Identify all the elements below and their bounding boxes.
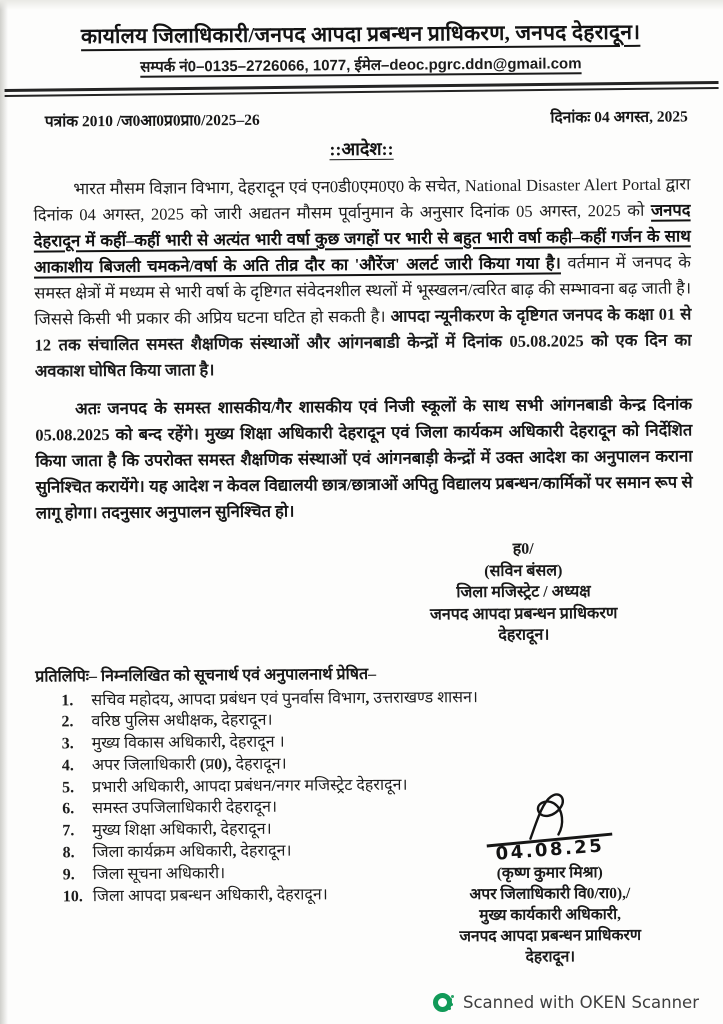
sig2-name: (कृष्ण कुमार मिश्रा) [496,864,603,883]
list-item-number: 10. [62,887,83,906]
order-heading: ::आदेश:: [329,138,394,160]
order-paragraph-1 [33,171,692,384]
handwritten-signature-icon [518,792,580,840]
oken-scanner-logo-icon [433,993,452,1012]
sig1-name: (सविन बंसल) [484,561,563,580]
list-item-number: 4. [61,757,74,775]
list-item-text: प्रभारी अधिकारी, आपदा प्रबंधन/नगर मजिस्ट्रेट देहरादून। [91,776,408,796]
letter-date: दिनांकः 04 अगस्त, 2025 [550,108,688,127]
letter-meta-row [45,104,688,131]
list-item-text: मुख्य शिक्षा अधिकारी, देहरादून। [92,821,272,840]
sig2-designation-1: अपर जिलाधिकारी वि0/रा0),/ [469,885,631,904]
list-item-text: जिला आपदा प्रबन्धन अधिकारी, देहरादून। [92,885,328,905]
para1-middle: वर्तमान में जनपद के समस्त क्षेत्रों में मध्यम से भारी वर्षा के दृष्टिगत संवेदनशील स्थलों में भूस्खलन/त्वरित बाढ़ की सम्भावना बढ़ जाती है। जिससे किसी भी प्रकार की अप्रिय घटना घटित हो सकती है। [34,252,692,329]
para1-holiday-declaration: आपदा न्यूनीकरण के दृष्टिगत जनपद के कक्षा 01 से 12 तक संचालित समस्त शैक्षणिक संस्थाओं और आंगनबाडी केन्द्रों में दिनांक 05.08.2025 को एक दिन का अवकाश घोषित किया जाता है। [34,304,692,381]
list-item-text: अपर जिलाधिकारी (प्र0), देहरादून। [91,755,287,775]
para1-alert-underlined: जनपद देहरादून में कहीं–कहीं भारी से अत्यंत भारी वर्षा कुछ जगहों पर भारी से बहुत भारी वर्षा कही–कहीं गर्जन के साथ आकाशीय बिजली चमकने/वर्षा के अति तीव्र दौर का 'औरेंज' अलर्ट जारी किया गया है। [33,200,691,277]
list-item-text: सचिव महोदय, आपदा प्रबंधन एवं पुनर्वास विभाग, उत्तराखण्ड शासन। [91,688,479,709]
signature-block-dm [373,538,674,648]
copy-to-heading: प्रतिलिपिः– निम्नलिखित को सूचनार्थ एवं अनुपालनार्थ प्रेषित– [35,665,377,686]
list-item-number: 2. [61,713,74,731]
list-item-text: समस्त उपजिलाधिकारी देहरादून। [92,799,278,818]
office-contact-line: सम्पर्क नं0–0135–2726066, 1077, ईमेल–deoc.pgrc.ddn@gmail.com [140,55,582,76]
scanner-watermark-text: Scanned with OKEN Scanner [462,993,699,1012]
list-item-number: 3. [61,735,74,753]
office-title: कार्यालय जिलाधिकारी/जनपद आपदा प्रबन्धन प्राधिकरण, जनपद देहरादून। [80,19,641,49]
list-item [61,686,491,711]
list-item-number: 5. [61,778,75,797]
sig1-place: देहरादून। [498,626,550,644]
header-divider [4,81,718,97]
sig1-signed-mark: ह0/ [512,540,534,558]
list-item-text: मुख्य विकास अधिकारी, देहरादून । [91,733,285,753]
list-item-text: वरिष्ठ पुलिस अधीक्षक, देहरादून। [91,712,273,731]
order-paragraph-2: अतः जनपद के समस्त शासकीय/गैर शासकीय एवं निजी स्कूलों के साथ सभी आंगनबाडी केन्द्र दिनांक 05.08.2025 को बन्द रहेंगे। मुख्य शिक्षा अधिकारी देहरादून एवं जिला कार्यकम अधिकारी देहरादून को निर्देशित किया जाता है कि उपरोक्त समस्त शैक्षणिक संस्थाओं एवं आंगनबाड़ी केन्द्रों में उक्त आदेश का अनुपालन कराना सुनिश्चित करायेंगे। यह आदेश न केवल विद्यालयी छात्र/छात्राओं अपितु विद्यालय प्रबन्धन/कार्मिकों पर समान रूप से लागू होगा। तदनुसार अनुपालन सुनिश्चित हो। [35,394,693,523]
list-item-text: जिला सूचना अधिकारी। [92,864,226,884]
sig2-designation-2: मुख्य कार्यकारी अधिकारी, [479,906,622,925]
letter-number: पत्रांक 2010 /ज0आ0प्र0प्रा0/2025–26 [44,111,260,131]
handwritten-date: 04.08.25 [494,835,605,865]
list-item-number: 1. [61,691,74,709]
list-item-number: 9. [62,866,75,884]
list-item-text: जिला कार्यक्रम अधिकारी, देहरादून। [92,842,292,862]
distribution-section [35,659,698,966]
list-item-number: 8. [62,844,75,862]
sig1-designation: जिला मजिस्ट्रेट / अध्यक्ष [456,583,591,602]
signature-block-adm [419,791,680,969]
list-item-number: 6. [62,800,75,818]
scanner-watermark [433,993,699,1012]
sig1-authority: जनपद आपदा प्रबन्धन प्राधिकरण [429,604,618,623]
sig2-authority: जनपद आपदा प्रबन्धन प्राधिकरण [459,926,642,946]
list-item-number: 7. [62,822,75,840]
para1-intro: भारत मौसम विज्ञान विभाग, देहरादून एवं एन0डी0एम0ए0 के सचेत, National Disaster Alert Portal द्वारा दिनांक 04 अगस्त, 2025 को जारी अद्यतन मौसम पूर्वानुमान के अनुसार दिनांक 05 अगस्त, 2025 को [33,174,691,225]
sig2-place: देहरादून। [525,948,576,966]
